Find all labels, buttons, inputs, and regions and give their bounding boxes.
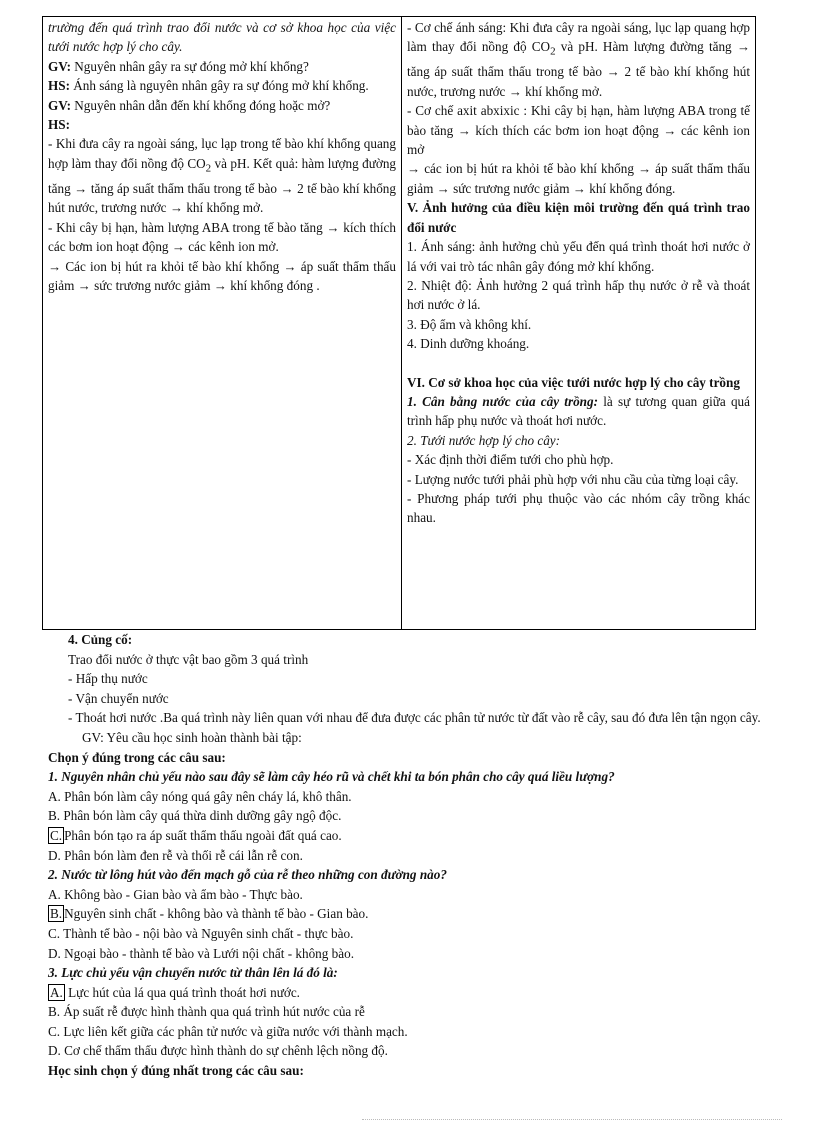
q1-option-d: D. Phân bón làm đen rễ và thối rễ cái lẫn rễ con.: [48, 847, 303, 863]
consolidate-title: 4. Củng cố:: [68, 632, 133, 647]
q3-option-d: D. Cơ chế thẩm thấu được hình thành do sự chênh lệch nồng độ.: [48, 1043, 388, 1059]
factor-nutrition: 4. Dinh dưỡng khoáng.: [407, 336, 530, 352]
irrigation-timing: - Xác định thời điểm tưới cho phù hợp.: [407, 452, 614, 468]
process-item: - Vận chuyển nước: [68, 690, 169, 706]
gv-task: GV: Yêu cầu học sinh hoàn thành bài tập:: [82, 729, 302, 745]
factor-light: 1. Ánh sáng: ảnh hưởng chủ yếu đến quá trình thoát hơi nước ở lá với vai trò tác nhân gây đóng mở khí khổng.: [407, 239, 750, 274]
irrigation-heading: 2. Tưới nước hợp lý cho cây:: [407, 432, 561, 448]
question-2: 2. Nước từ lông hút vào đến mạch gỗ của rễ theo những con đường nào?: [48, 867, 447, 883]
footer-dotted-line: [362, 1119, 782, 1120]
correct-answer-box: C.: [50, 827, 63, 843]
mechanism-light: - Cơ chế ánh sáng: Khi đưa cây ra ngoài sáng, lục lạp quang hợp làm thay đổi nồng độ $CO_2$ và pH. Hàm lượng đường tăng → tăng áp suất thẩm thấu trong tế bào → 2 tế bào khí khổng hút nước, trương nước → khí khổng mở.: [407, 20, 751, 99]
process-item: - Thoát hơi nước .Ba quá trình này liên quan với nhau để đưa được các phân tử nước từ đất vào rễ cây, sau đó đưa lên tận ngọn cây.: [68, 710, 761, 726]
section-v-heading: V. Ảnh hưởng của điều kiện môi trường đến quá trình trao đổi nước: [407, 200, 750, 235]
spacer: [407, 354, 750, 373]
q2-option-b: B. Nguyên sinh chất - không bào và thành tế bào - Gian bào.: [50, 906, 369, 922]
correct-answer-box: B.: [50, 906, 63, 922]
irrigation-amount: - Lượng nước tưới phải phù hợp với nhu cầu của từng loại cây.: [407, 471, 739, 487]
mechanism-ions: → các ion bị hút ra khỏi tế bào khí khổng → áp suất thẩm thấu giảm → sức trương nước giảm → khí khổng đóng.: [407, 161, 750, 196]
lesson-table: [42, 16, 756, 630]
question-1: 1. Nguyên nhân chủ yếu nào sau đây sẽ làm cây héo rũ và chết khi ta bón phân cho cây quá liều lượng?: [48, 769, 615, 785]
correct-answer-box: A.: [50, 984, 63, 1000]
q3-option-b: B. Áp suất rễ được hình thành qua quá trình hút nước của rễ: [48, 1004, 365, 1020]
mechanism-aba: - Cơ chế axit abxixic : Khi cây bị hạn, hàm lượng ABA trong tế bào tăng → kích thích các bơm ion hoạt động → các kênh ion mở: [407, 103, 750, 158]
question-3: 3. Lực chủ yếu vận chuyển nước từ thân lên lá đó là:: [48, 965, 338, 981]
q3-option-c: C. Lực liên kết giữa các phân tử nước và giữa nước với thành mạch.: [48, 1023, 408, 1039]
hs-label: HS:: [48, 117, 70, 133]
q3-option-a: A. Lực hút của lá qua quá trình thoát hơi nước.: [50, 984, 300, 1000]
consolidate-intro: Trao đổi nước ở thực vật bao gồm 3 quá trình: [68, 651, 309, 667]
factor-humidity: 3. Độ ẩm và không khí.: [407, 316, 532, 332]
left-intro: trường đến quá trình trao đổi nước và cơ sở khoa học của việc tưới nước hợp lý cho cây.: [48, 20, 396, 55]
process-item: - Hấp thụ nước: [68, 671, 148, 687]
section-vi-heading: VI. Cơ sở khoa học của việc tưới nước hợp lý cho cây trồng: [407, 374, 740, 390]
q1-option-a: A. Phân bón làm cây nóng quá gây nên cháy lá, khô thân.: [48, 788, 352, 804]
teacher-student-column: [43, 17, 402, 629]
irrigation-method: - Phương pháp tưới phụ thuộc vào các nhóm cây trồng khác nhau.: [407, 490, 750, 526]
q2-option-a: A. Không bào - Gian bào và ẩm bào - Thực bào.: [48, 886, 303, 902]
quiz-heading: Chọn ý đúng trong các câu sau:: [48, 749, 226, 765]
hs-answer-light: - Khi đưa cây ra ngoài sáng, lục lạp trong tế bào khí khổng quang hợp làm thay đổi nồng độ $CO_2$ và pH. Kết quả: hàm lượng đường tăng → tăng áp suất thẩm thấu trong tế bào → 2 tế bào khí khổng hút nước, trương nước → khí khổng mở.: [48, 136, 397, 216]
q2-option-d: D. Ngoại bào - thành tế bào và Lưới nội chất - không bào.: [48, 945, 354, 961]
gv-question-1: GV: Nguyên nhân gây ra sự đóng mở khí khổng?: [48, 58, 309, 74]
hs-answer-1: HS: Ánh sáng là nguyên nhân gây ra sự đóng mở khí khổng.: [48, 78, 369, 94]
factor-temperature: 2. Nhiệt độ: Ảnh hưởng 2 quá trình hấp thụ nước ở rễ và thoát hơi nước ở lá.: [407, 277, 750, 313]
closing-heading: Học sinh chọn ý đúng nhất trong các câu sau:: [48, 1063, 304, 1079]
water-balance: 1. Cân bằng nước của cây trồng: là sự tương quan giữa quá trình hấp phụ nước và thoát hơi nước.: [407, 393, 751, 429]
after-table-content: [48, 630, 768, 1081]
q1-option-c: C. Phân bón tạo ra áp suất thẩm thấu ngoài đất quá cao.: [50, 827, 342, 843]
q2-option-c: C. Thành tế bào - nội bào và Nguyên sinh chất - thực bào.: [48, 925, 354, 941]
q1-option-b: B. Phân bón làm cây quá thừa dinh dưỡng gây ngộ độc.: [48, 808, 342, 824]
gv-question-2: GV: Nguyên nhân dẫn đến khí khổng đóng hoặc mở?: [48, 97, 331, 113]
hs-answer-aba: - Khi cây bị hạn, hàm lượng ABA trong tế bào tăng → kích thích các bơm ion hoạt động → các kênh ion mở.: [48, 219, 396, 255]
content-column: [402, 17, 755, 629]
hs-answer-ions: → Các ion bị hút ra khỏi tế bào khí khổng → áp suất thẩm thấu giảm → sức trương nước giảm → khí khổng đóng .: [48, 258, 396, 293]
